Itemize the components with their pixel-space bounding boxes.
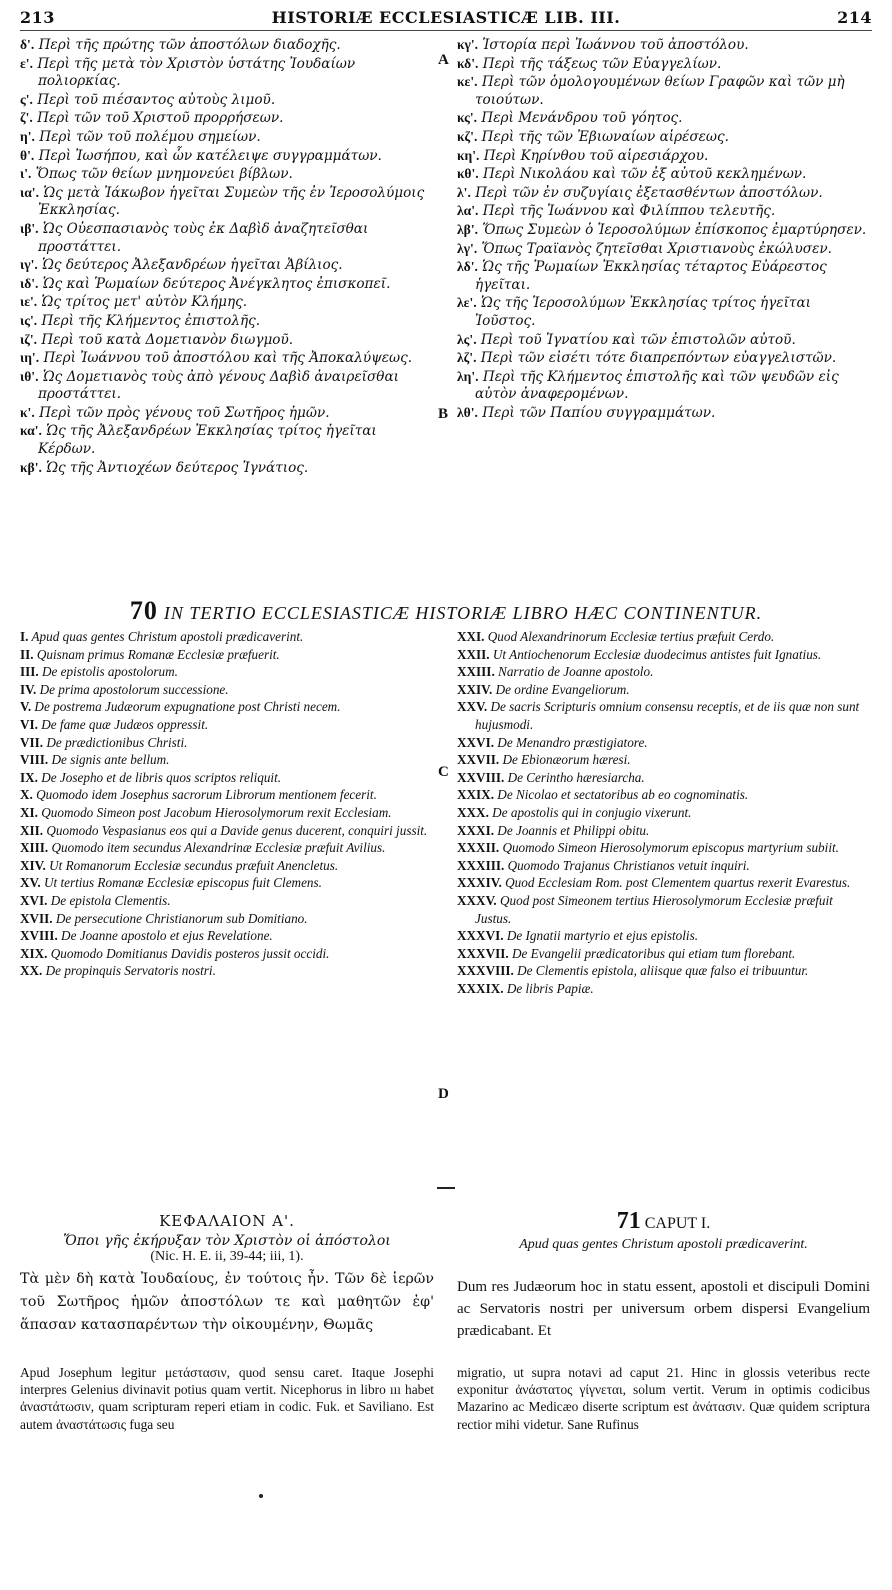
greek-contents-number: ιη'. <box>20 350 40 366</box>
latin-chapter-title-line <box>457 1208 870 1235</box>
greek-contents-number: λς'. <box>457 331 477 347</box>
greek-contents-item <box>457 184 870 203</box>
greek-contents-number: ια'. <box>20 184 39 200</box>
latin-chapter-text: Dum res Judæorum hoc in statu essent, apostoli et discipuli Domini ac Servatoris nostri per universum orbem dispersi Evangelium prædicabant. Et <box>457 1279 870 1339</box>
greek-contents-item <box>457 165 870 184</box>
latin-contents-number: XVI. <box>20 892 48 908</box>
latin-contents-item <box>457 628 870 646</box>
greek-contents-text: Περὶ τῆς τῶν Ἐβιωναίων αἱρέσεως. <box>481 128 729 145</box>
latin-contents-text: Ut tertius Romanæ Ecclesiæ episcopus fuit Clemens. <box>43 875 322 891</box>
note-right: migratio, ut supra notavi ad caput 21. Hinc in glossis veteribus recte exponitur ἀνάστατος γίγνεται, solum vertit. Verum in optimis codicibus Mazarino ac Medicæo diserte scriptum est ἀνάτασιν. Quæ quidem scriptura rectior mihi videtur. Sane Rufinus <box>457 1365 870 1432</box>
latin-contents-text: De propinquis Servatoris nostri. <box>45 963 216 979</box>
latin-contents-text: De postrema Judæorum expugnatione post Christi necem. <box>34 699 341 715</box>
greek-contents-text: Περὶ Κηρίνθου τοῦ αἱρεσιάρχου. <box>483 147 709 164</box>
stray-mark <box>259 1494 263 1498</box>
greek-contents-number: λζ'. <box>457 350 477 366</box>
greek-contents-number: δ'. <box>20 37 35 52</box>
latin-contents-item <box>457 646 870 664</box>
greek-contents-number: ιε'. <box>20 294 38 310</box>
greek-contents-item <box>457 349 870 368</box>
latin-contents-text: Quomodo Domitianus Davidis posteros jussit occidi. <box>50 945 330 961</box>
latin-contents-text: Quomodo Simeon post Jacobum Hierosolymorum rexit Ecclesiam. <box>41 804 392 820</box>
latin-contents-text: De sacris Scripturis omnium consensu receptis, et de iis quæ non sunt hujusmodi. <box>475 699 860 732</box>
greek-contents-item <box>20 368 434 404</box>
greek-contents-number: λη'. <box>457 368 479 384</box>
latin-contents-item <box>457 945 870 963</box>
greek-contents-number: ζ'. <box>20 110 33 126</box>
greek-contents-text: Ὡς δεύτερος Ἀλεξανδρέων ἡγεῖται Ἀβίλιος. <box>42 257 343 274</box>
latin-contents-item <box>20 962 434 980</box>
latin-contents-text: Quomodo idem Josephus sacrorum Librorum mentionem fecerit. <box>36 787 377 803</box>
greek-contents-text: Περὶ Μενάνδρου τοῦ γόητος. <box>481 110 683 127</box>
greek-contents-number: λβ'. <box>457 221 479 237</box>
greek-contents-text: Περὶ τῆς Ἰωάννου καὶ Φιλίππου τελευτῆς. <box>482 203 776 220</box>
latin-contents-number: X. <box>20 787 33 803</box>
greek-contents-item <box>20 349 434 368</box>
greek-contents-text: Περὶ τῆς τάξεως τῶν Εὐαγγελίων. <box>482 55 722 72</box>
latin-contents-text: De epistolis apostolorum. <box>42 664 178 680</box>
latin-contents-number: XXVII. <box>457 752 500 768</box>
latin-contents-item <box>457 839 870 857</box>
latin-contents-text: Quod post Simeonem tertius Hierosolymorum Ecclesiæ præfuit Justus. <box>475 892 833 926</box>
latin-chapter-heading: CAPUT I. <box>644 1215 711 1232</box>
greek-contents-item <box>457 128 870 147</box>
latin-contents-item <box>457 698 870 733</box>
latin-contents-text: Ut Romanorum Ecclesiæ secundus præfuit Anencletus. <box>49 857 339 873</box>
latin-contents-text: Quod Ecclesiam Rom. post Clementem quartus rexerit Evarestus. <box>505 875 851 891</box>
latin-contents-item <box>457 751 870 769</box>
latin-contents-number: V. <box>20 699 32 715</box>
latin-contents-item <box>457 962 870 980</box>
note-left: Apud Josephum legitur μετάστασιν, quod sensu caret. Itaque Josephi interpres Gelenius divinavit potius quam vertit. Nicephorus in libro ııı habet ἀναστάτωσιν, quam scripturam reperi etiam in codic. Fuk. et Saviliano. Est autem ἀναστάτωσις fuga seu <box>20 1365 434 1432</box>
greek-contents-number: λγ'. <box>457 240 478 256</box>
latin-contents-number: XXIV. <box>457 681 493 697</box>
latin-contents-number: XIX. <box>20 945 48 961</box>
greek-contents-text: Περὶ τοῦ Ἰγνατίου καὶ τῶν ἐπιστολῶν αὐτοῦ. <box>480 331 796 348</box>
latin-contents-item <box>457 892 870 927</box>
latin-contents-item <box>457 681 870 699</box>
greek-contents-text: Περὶ τῶν ἐν συζυγίαις ἐξετασθέντων ἀποστόλων. <box>475 184 823 201</box>
greek-contents-number: ις'. <box>20 312 38 328</box>
latin-contents-text: De ordine Evangeliorum. <box>495 681 630 697</box>
greek-contents-number: ι'. <box>20 166 32 182</box>
greek-contents-text: Περὶ τῶν τοῦ πολέμου σημείων. <box>39 128 261 145</box>
latin-contents-number: XVIII. <box>20 928 58 944</box>
greek-contents-number: λα'. <box>457 203 479 219</box>
greek-contents-number: λδ'. <box>457 259 478 275</box>
section-title: IN TERTIO ECCLESIASTICÆ HISTORIÆ LIBRO HÆC CONTINENTUR. <box>163 603 763 623</box>
greek-contents-number: λθ'. <box>457 404 478 420</box>
latin-contents-item <box>457 734 870 752</box>
latin-contents-item <box>20 769 434 787</box>
greek-contents-item <box>20 422 434 458</box>
latin-contents-item <box>20 786 434 804</box>
greek-contents-text: Ὡς τῆς Ῥωμαίων Ἐκκλησίας τέταρτος Εὐάρεστος ἡγεῖται. <box>475 259 827 293</box>
margin-letter-c: C <box>438 764 449 780</box>
latin-contents-text: De Joannis et Philippi obitu. <box>497 822 650 838</box>
greek-contents-item <box>20 404 434 423</box>
latin-contents-number: XX. <box>20 963 43 979</box>
latin-contents-item <box>20 927 434 945</box>
greek-contents-item <box>457 36 870 55</box>
latin-contents-text: De Josepho et de libris quos scriptos reliquit. <box>41 769 282 785</box>
latin-contents-item <box>20 857 434 875</box>
greek-contents-item <box>457 147 870 166</box>
latin-contents-number: XXI. <box>457 629 485 644</box>
latin-contents-number: I. <box>20 629 29 644</box>
page-number-right: 214 <box>837 8 872 27</box>
latin-contents-number: XXVI. <box>457 734 494 750</box>
greek-contents-number: ιδ'. <box>20 275 39 291</box>
latin-contents-item <box>20 646 434 664</box>
greek-contents-item <box>20 312 434 331</box>
greek-contents-text: Ὡς μετὰ Ἰάκωβον ἡγεῖται Συμεὼν τῆς ἐν Ἱεροσολύμοις Ἐκκλησίας. <box>38 184 425 219</box>
greek-contents-text: Ὡς Οὐεσπασιανὸς τοὺς ἐκ Δαβὶδ ἀναζητεῖσθαι προστάττει. <box>38 220 369 255</box>
greek-contents-text: Περὶ Ἰωσήπου, καὶ ὧν κατέλειψε συγγραμμάτων. <box>38 147 382 164</box>
greek-contents-item <box>20 147 434 166</box>
latin-contents-text: De Ignatii martyrio et ejus epistolis. <box>506 928 699 944</box>
latin-contents-item <box>20 874 434 892</box>
latin-contents-item <box>20 663 434 681</box>
greek-contents-number: κη'. <box>457 147 480 163</box>
greek-contents-text: Περὶ Ἰωάννου τοῦ ἀποστόλου καὶ τῆς Ἀποκαλύψεως. <box>43 350 413 367</box>
latin-contents-number: III. <box>20 664 39 680</box>
greek-contents-number: κθ'. <box>457 166 479 182</box>
section-number: 70 <box>129 596 158 625</box>
latin-contents-text: Quod Alexandrinorum Ecclesiæ tertius præfuit Cerdo. <box>487 629 775 644</box>
greek-contents-item <box>457 331 870 350</box>
greek-contents-text: Περὶ τῶν ὁμολογουμένων θείων Γραφῶν καὶ τῶν μὴ τοιούτων. <box>475 74 845 108</box>
latin-contents-number: XXXIX. <box>457 980 504 996</box>
greek-contents-number: ς'. <box>20 91 33 107</box>
latin-contents-text: De Evangelii prædicatoribus qui etiam tum florebant. <box>511 945 796 961</box>
greek-contents-number: θ'. <box>20 147 35 163</box>
latin-contents-number: XVII. <box>20 910 53 926</box>
latin-contents-number: XXXI. <box>457 822 494 838</box>
greek-contents-text: Περὶ τοῦ πιέσαντος αὐτοὺς λιμοῦ. <box>37 91 276 108</box>
latin-contents-number: XIII. <box>20 840 49 856</box>
greek-contents-number: κδ'. <box>457 55 479 71</box>
latin-contents-item <box>457 980 870 998</box>
greek-contents-number: ιζ'. <box>20 331 38 347</box>
latin-contents-item <box>457 927 870 945</box>
greek-contents-text: Περὶ τῶν εἰσέτι τότε διαπρεπόντων εὐαγγελιστῶν. <box>480 350 837 367</box>
latin-chapter-head <box>457 1208 870 1253</box>
greek-contents-item <box>457 258 870 294</box>
latin-contents-number: XIV. <box>20 857 46 873</box>
latin-contents-number: IX. <box>20 769 38 785</box>
section-heading <box>20 596 872 626</box>
latin-contents-text: De Cerintho hæresiarcha. <box>507 769 645 785</box>
latin-contents-text: Quomodo item secundus Alexandrinæ Ecclesiæ præfuit Avilius. <box>51 840 386 856</box>
latin-contents-item <box>20 892 434 910</box>
latin-contents-number: XXXVII. <box>457 945 509 961</box>
latin-contents-item <box>457 822 870 840</box>
greek-contents-text: Περὶ Νικολάου καὶ τῶν ἐξ αὐτοῦ κεκλημένων. <box>482 166 807 183</box>
latin-contents-item <box>457 804 870 822</box>
separator-rule <box>437 1187 455 1189</box>
greek-contents-item <box>20 256 434 275</box>
latin-contents-text: De Clementis epistola, aliisque quæ falso ei tribuuntur. <box>517 963 809 979</box>
latin-contents-number: VII. <box>20 734 44 750</box>
latin-contents-text: Quisnam primus Romanæ Ecclesiæ præfuerit. <box>36 646 280 662</box>
latin-contents-number: XXXVIII. <box>457 963 514 979</box>
greek-contents-text: Περὶ τοῦ κατὰ Δομετιανὸν διωγμοῦ. <box>41 331 294 348</box>
latin-contents-right <box>457 628 870 997</box>
latin-contents-number: XXXIV. <box>457 875 502 891</box>
latin-contents-text: Narratio de Joanne apostolo. <box>498 664 654 680</box>
latin-contents-number: XXX. <box>457 804 489 820</box>
page-number-left: 213 <box>20 8 55 27</box>
latin-contents-text: Ut Antiochenorum Ecclesiæ duodecimus antistes fuit Ignatius. <box>492 646 822 662</box>
greek-contents-item <box>457 55 870 74</box>
latin-contents-item <box>20 839 434 857</box>
latin-contents-text: Quomodo Simeon Hierosolymorum episcopus martyrium subiit. <box>502 840 839 856</box>
greek-contents-number: κζ'. <box>457 128 478 144</box>
margin-letter-b: B <box>438 406 449 422</box>
latin-contents-number: XI. <box>20 804 38 820</box>
greek-contents-item <box>20 331 434 350</box>
greek-contents-item <box>20 128 434 147</box>
latin-contents-item <box>20 628 434 646</box>
greek-contents-text: Ὡς τρίτος μετ' αὐτὸν Κλήμης. <box>41 294 248 311</box>
greek-contents-item <box>20 91 434 110</box>
latin-contents-text: Quomodo Trajanus Christianos vetuit inquiri. <box>507 857 750 873</box>
latin-contents-text: De Ebionæorum hæresi. <box>502 752 631 768</box>
greek-contents-right <box>457 36 870 422</box>
latin-contents-number: XXII. <box>457 646 490 662</box>
latin-contents-item <box>457 663 870 681</box>
greek-contents-number: ιθ'. <box>20 368 39 384</box>
latin-contents-number: XXXII. <box>457 840 500 856</box>
latin-contents-number: XXVIII. <box>457 769 505 785</box>
greek-contents-number: ιβ'. <box>20 220 39 236</box>
greek-contents-item <box>457 294 870 330</box>
greek-contents-text: Ὡς Δομετιανὸς τοὺς ἀπὸ γένους Δαβὶδ ἀναιρεῖσθαι προστάττει. <box>38 368 399 403</box>
greek-chapter-heading: ΚΕΦΑΛΑΙΟΝ Α'. <box>159 1212 295 1230</box>
latin-contents-item <box>457 786 870 804</box>
greek-chapter-text: Τὰ μὲν δὴ κατὰ Ἰουδαίους, ἐν τούτοις ἦν. Τῶν δὲ ἱερῶν τοῦ Σωτῆρος ἡμῶν ἀποστόλων τε καὶ μαθητῶν ἐφ' ἅπασαν κατασπαρέντων τὴν οἰκουμένην, Θωμᾶς <box>20 1271 434 1333</box>
greek-contents-number: κς'. <box>457 110 478 126</box>
greek-contents-text: Ὅπως Τραϊανὸς ζητεῖσθαι Χριστιανοὺς ἐκώλυσεν. <box>481 240 832 257</box>
latin-contents-text: De fame quæ Judæos oppressit. <box>41 716 209 732</box>
margin-letter-a: A <box>438 52 449 68</box>
latin-contents-text: De apostolis qui in conjugio vixerunt. <box>492 804 692 820</box>
latin-contents-text: De libris Papiæ. <box>506 980 594 996</box>
greek-contents-text: Ὅπως Συμεὼν ὁ Ἱεροσολύμων ἐπίσκοπος ἐμαρτύρησεν. <box>482 221 867 238</box>
greek-contents-left <box>20 36 434 477</box>
latin-contents-text: Quomodo Vespasianus eos qui a Davide genus ducerent, conquiri jussit. <box>46 822 428 838</box>
latin-contents-item <box>20 804 434 822</box>
greek-contents-number: κβ'. <box>20 459 42 475</box>
running-head <box>20 8 872 30</box>
greek-chapter-subtitle: Ὅποι γῆς ἐκήρυξαν τὸν Χριστὸν οἱ ἀπόστολοι <box>63 1233 391 1249</box>
greek-contents-number: λ'. <box>457 184 471 200</box>
greek-contents-text: Περὶ τῆς Κλήμεντος ἐπιστολῆς. <box>41 312 261 329</box>
latin-contents-number: XXXV. <box>457 892 497 908</box>
latin-contents-number: XXV. <box>457 699 488 715</box>
greek-contents-number: κα'. <box>20 423 42 439</box>
greek-contents-item <box>457 202 870 221</box>
latin-contents-number: XV. <box>20 875 41 891</box>
greek-contents-number: ε'. <box>20 55 33 71</box>
greek-contents-number: λε'. <box>457 295 477 311</box>
greek-contents-text: Περὶ τῆς πρώτης τῶν ἀποστόλων διαδοχῆς. <box>38 37 341 53</box>
greek-contents-text: Περὶ τῶν πρὸς γένους τοῦ Σωτῆρος ἡμῶν. <box>39 404 330 421</box>
greek-contents-item <box>20 459 434 478</box>
latin-contents-item <box>457 857 870 875</box>
greek-contents-item <box>20 55 434 91</box>
latin-contents-item <box>20 945 434 963</box>
greek-contents-text: Ὡς τῆς Ἀλεξανδρέων Ἐκκλησίας τρίτος ἡγεῖται Κέρδων. <box>38 423 377 458</box>
latin-contents-text: De signis ante bellum. <box>51 752 170 768</box>
latin-contents-number: VIII. <box>20 752 49 768</box>
greek-contents-item <box>457 109 870 128</box>
greek-contents-item <box>457 221 870 240</box>
greek-contents-text: Ὡς τῆς Ἀντιοχέων δεύτερος Ἰγνάτιος. <box>46 459 309 476</box>
greek-contents-item <box>20 293 434 312</box>
latin-contents-number: XXIX. <box>457 787 494 803</box>
greek-chapter-head <box>20 1212 434 1265</box>
greek-contents-text: Ἱστορία περὶ Ἰωάννου τοῦ ἀποστόλου. <box>482 37 749 53</box>
greek-contents-item <box>457 73 870 109</box>
latin-contents-text: De persecutione Christianorum sub Domitiano. <box>55 910 308 926</box>
latin-contents-item <box>20 910 434 928</box>
greek-chapter-ref: (Nic. H. E. ii, 39-44; iii, 1). <box>150 1249 304 1264</box>
latin-contents-item <box>457 874 870 892</box>
greek-contents-number: κγ'. <box>457 37 479 52</box>
greek-contents-text: Περὶ τῆς Κλήμεντος ἐπιστολῆς καὶ τῶν ψευδῶν εἰς αὐτὸν ἀναφερομένων. <box>475 368 839 403</box>
greek-contents-text: Ὡς τῆς Ἱεροσολύμων Ἐκκλησίας τρίτος ἡγεῖται Ἰοῦστος. <box>475 295 811 329</box>
latin-contents-text: Apud quas gentes Christum apostoli prædicaverint. <box>31 629 304 644</box>
greek-contents-number: κε'. <box>457 74 478 90</box>
latin-contents-number: VI. <box>20 716 38 732</box>
latin-contents-item <box>20 716 434 734</box>
greek-contents-item <box>457 404 870 423</box>
latin-contents-text: De epistola Clementis. <box>50 892 171 908</box>
greek-contents-item <box>20 109 434 128</box>
latin-contents-number: IV. <box>20 681 37 697</box>
greek-contents-item <box>20 184 434 220</box>
greek-contents-text: Περὶ τῆς μετὰ τὸν Χριστὸν ὑστάτης Ἰουδαίων πολιορκίας. <box>37 55 356 90</box>
latin-contents-number: XXIII. <box>457 664 495 680</box>
latin-contents-text: De prima apostolorum successione. <box>39 681 229 697</box>
latin-contents-item <box>20 751 434 769</box>
latin-contents-text: De Nicolao et sectatoribus ab eo cognominatis. <box>497 787 749 803</box>
greek-contents-text: Ὅπως τῶν θείων μνημονεύει βίβλων. <box>35 166 293 183</box>
greek-contents-number: η'. <box>20 128 35 144</box>
latin-contents-number: XXXVI. <box>457 928 504 944</box>
latin-contents-number: XXXIII. <box>457 857 505 873</box>
latin-contents-item <box>20 698 434 716</box>
latin-chapter-number: 71 <box>616 1208 641 1234</box>
latin-contents-number: XII. <box>20 822 44 838</box>
latin-contents-item <box>20 681 434 699</box>
running-title: HISTORIÆ ECCLESIASTICÆ LIB. III. <box>271 8 621 27</box>
greek-contents-text: Περὶ τῶν Παπίου συγγραμμάτων. <box>482 404 716 421</box>
latin-contents-text: De Menandro præstigiatore. <box>497 734 648 750</box>
greek-contents-number: ιγ'. <box>20 257 38 273</box>
greek-contents-text: Περὶ τῶν τοῦ Χριστοῦ προρρήσεων. <box>37 110 284 127</box>
latin-contents-text: De prædictionibus Christi. <box>46 734 188 750</box>
greek-contents-item <box>457 240 870 259</box>
greek-contents-item <box>20 36 434 55</box>
margin-letter-d: D <box>438 1086 449 1102</box>
latin-contents-text: De Joanne apostolo et ejus Revelatione. <box>61 928 273 944</box>
latin-chapter-subtitle: Apud quas gentes Christum apostoli prædicaverint. <box>519 1237 808 1252</box>
greek-contents-item <box>457 368 870 404</box>
latin-contents-item <box>20 734 434 752</box>
header-rule <box>20 30 872 31</box>
latin-contents-number: II. <box>20 646 34 662</box>
greek-contents-item <box>20 165 434 184</box>
greek-contents-number: κ'. <box>20 404 35 420</box>
greek-contents-item <box>20 220 434 256</box>
latin-contents-left <box>20 628 434 980</box>
greek-contents-text: Ὡς καὶ Ῥωμαίων δεύτερος Ἀνέγκλητος ἐπισκοπεῖ. <box>42 275 391 292</box>
greek-contents-item <box>20 275 434 294</box>
latin-contents-item <box>20 822 434 840</box>
latin-contents-item <box>457 769 870 787</box>
